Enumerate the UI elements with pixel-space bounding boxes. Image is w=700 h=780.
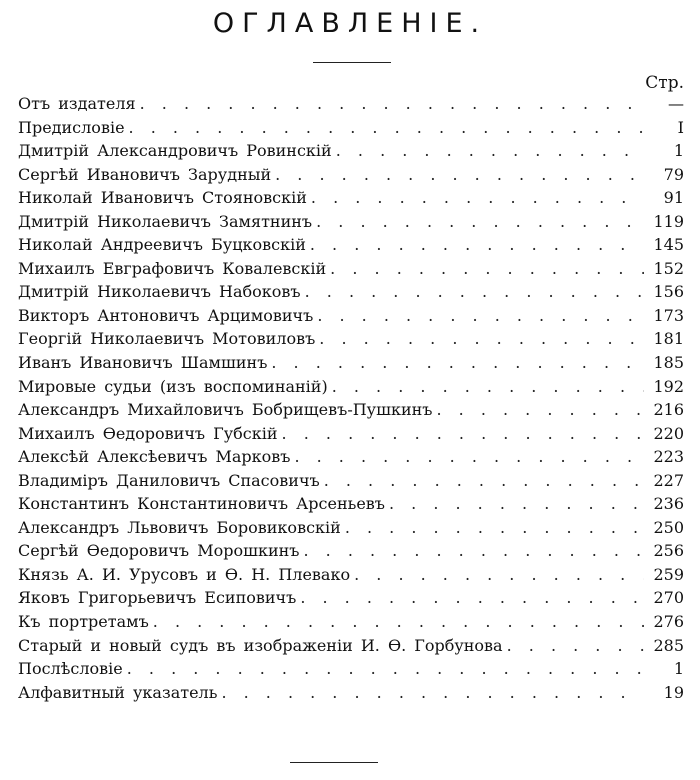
toc-entry-title: Владимiръ Даниловичъ Спасовичъ — [18, 470, 320, 490]
toc-entry-title: Предисловiе — [18, 117, 125, 137]
dot-leader — [330, 257, 644, 281]
toc-entry — [18, 116, 684, 140]
toc-entry-title: Послѣсловiе — [18, 659, 123, 679]
toc-entry-title: Николай Андреевичъ Буцковскiй — [18, 235, 306, 255]
toc-entry-title: Михаилъ Евграфовичъ Ковалевскiй — [18, 258, 327, 278]
toc-entry-title: Николай Ивановичъ Стояновскiй — [18, 188, 307, 208]
toc-entry — [18, 445, 684, 469]
dot-leader — [294, 445, 644, 469]
dot-leader — [336, 139, 644, 163]
toc-entry-page: 1 — [673, 141, 684, 161]
dot-leader — [140, 92, 644, 116]
toc-entry-title: Александръ Михайловичъ Бобрищевъ-Пушкинъ — [18, 400, 433, 420]
toc-entry — [18, 304, 684, 328]
toc-entry-title: Михаилъ Өедоровичъ Губскiй — [18, 423, 278, 443]
dot-leader — [354, 563, 644, 587]
toc-entry-page: 19 — [663, 682, 684, 702]
title-rule — [313, 62, 391, 63]
bottom-rule — [290, 762, 378, 763]
dot-leader — [271, 351, 644, 375]
toc-entry-title: Сергѣй Ивановичъ Зарудный — [18, 164, 272, 184]
toc-entry-page: 173 — [653, 305, 684, 325]
toc-entry-title: Старый и новый судъ въ изображенiи И. Ѳ. Горбунова — [18, 635, 503, 655]
table-of-contents — [18, 92, 684, 704]
toc-entry-title: Дмитрiй Николаевичъ Набоковъ — [18, 282, 301, 302]
toc-entry — [18, 233, 684, 257]
toc-entry — [18, 280, 684, 304]
toc-entry-title: Александръ Львовичъ Боровиковскiй — [18, 517, 341, 537]
toc-entry — [18, 634, 684, 658]
toc-entry-page: 119 — [653, 211, 684, 231]
toc-entry — [18, 563, 684, 587]
toc-entry — [18, 469, 684, 493]
dot-leader — [275, 163, 644, 187]
toc-entry — [18, 516, 684, 540]
toc-entry-page: 223 — [653, 447, 684, 467]
toc-entry-page: 91 — [663, 188, 684, 208]
dot-leader — [507, 634, 644, 658]
toc-entry-page: 250 — [653, 517, 684, 537]
toc-entry — [18, 375, 684, 399]
dot-leader — [319, 327, 644, 351]
toc-entry — [18, 210, 684, 234]
toc-entry-page: 1 — [673, 659, 684, 679]
dot-leader — [153, 610, 644, 634]
dot-leader — [282, 422, 644, 446]
toc-entry-page: 156 — [653, 282, 684, 302]
toc-entry — [18, 586, 684, 610]
toc-entry — [18, 327, 684, 351]
toc-entry — [18, 398, 684, 422]
toc-entry — [18, 657, 684, 681]
toc-entry-title: Алексѣй Алексѣевичъ Марковъ — [18, 447, 291, 467]
toc-entry-page: 285 — [653, 635, 684, 655]
dot-leader — [303, 539, 644, 563]
toc-entry-title: Константинъ Константиновичъ Арсеньевъ — [18, 494, 385, 514]
toc-entry-title: Георгiй Николаевичъ Мотовиловъ — [18, 329, 316, 349]
dot-leader — [300, 586, 644, 610]
dot-leader — [310, 233, 644, 257]
toc-entry — [18, 139, 684, 163]
page-column-header: Стр. — [645, 73, 684, 93]
dot-leader — [324, 469, 644, 493]
toc-entry — [18, 492, 684, 516]
dot-leader — [317, 304, 644, 328]
toc-entry-page: 270 — [653, 588, 684, 608]
dot-leader — [129, 116, 644, 140]
toc-entry-page: 216 — [653, 400, 684, 420]
toc-entry-page: I — [677, 117, 684, 137]
toc-entry-title: Викторъ Антоновичъ Арцимовичъ — [18, 305, 314, 325]
toc-entry-page: 259 — [653, 564, 684, 584]
toc-entry — [18, 92, 684, 116]
toc-entry — [18, 163, 684, 187]
dot-leader — [332, 375, 644, 399]
toc-entry — [18, 351, 684, 375]
toc-entry-page: 256 — [653, 541, 684, 561]
toc-entry-title: Къ портретамъ — [18, 612, 149, 632]
dot-leader — [389, 492, 644, 516]
toc-entry-title: Отъ издателя — [18, 94, 136, 113]
toc-entry-title: Дмитрiй Александровичъ Ровинскiй — [18, 141, 332, 161]
toc-entry — [18, 681, 684, 705]
toc-entry-title: Яковъ Григорьевичъ Есиповичъ — [18, 588, 297, 608]
page-title: ОГЛАВЛЕНIЕ. — [212, 8, 488, 39]
toc-entry — [18, 610, 684, 634]
dot-leader — [436, 398, 644, 422]
toc-entry-page: 152 — [653, 258, 684, 278]
dot-leader — [221, 681, 644, 705]
dot-leader — [305, 280, 644, 304]
toc-entry-title: Князь А. И. Урусовъ и Ѳ. Н. Плевако — [18, 564, 351, 584]
toc-entry-page: 181 — [653, 329, 684, 349]
toc-entry-page: 220 — [653, 423, 684, 443]
toc-entry-page: 236 — [653, 494, 684, 514]
toc-entry-page: 145 — [653, 235, 684, 255]
toc-entry — [18, 539, 684, 563]
toc-entry-page: 192 — [653, 376, 684, 396]
dot-leader — [127, 657, 644, 681]
toc-entry-page: — — [668, 94, 684, 113]
toc-entry-page: 185 — [653, 353, 684, 373]
toc-entry-title: Дмитрiй Николаевичъ Замятнинъ — [18, 211, 313, 231]
dot-leader — [311, 186, 644, 210]
toc-entry — [18, 257, 684, 281]
toc-entry-title: Алфавитный указатель — [18, 682, 218, 702]
dot-leader — [345, 516, 644, 540]
toc-entry-page: 227 — [653, 470, 684, 490]
dot-leader — [316, 210, 644, 234]
toc-entry-title: Мировые судьи (изъ воспоминанiй) — [18, 376, 328, 396]
toc-entry-page: 276 — [653, 612, 684, 632]
toc-entry — [18, 422, 684, 446]
toc-entry-page: 79 — [663, 164, 684, 184]
toc-entry-title: Иванъ Ивановичъ Шамшинъ — [18, 353, 268, 373]
toc-entry-title: Сергѣй Өедоровичъ Морошкинъ — [18, 541, 300, 561]
toc-entry — [18, 186, 684, 210]
